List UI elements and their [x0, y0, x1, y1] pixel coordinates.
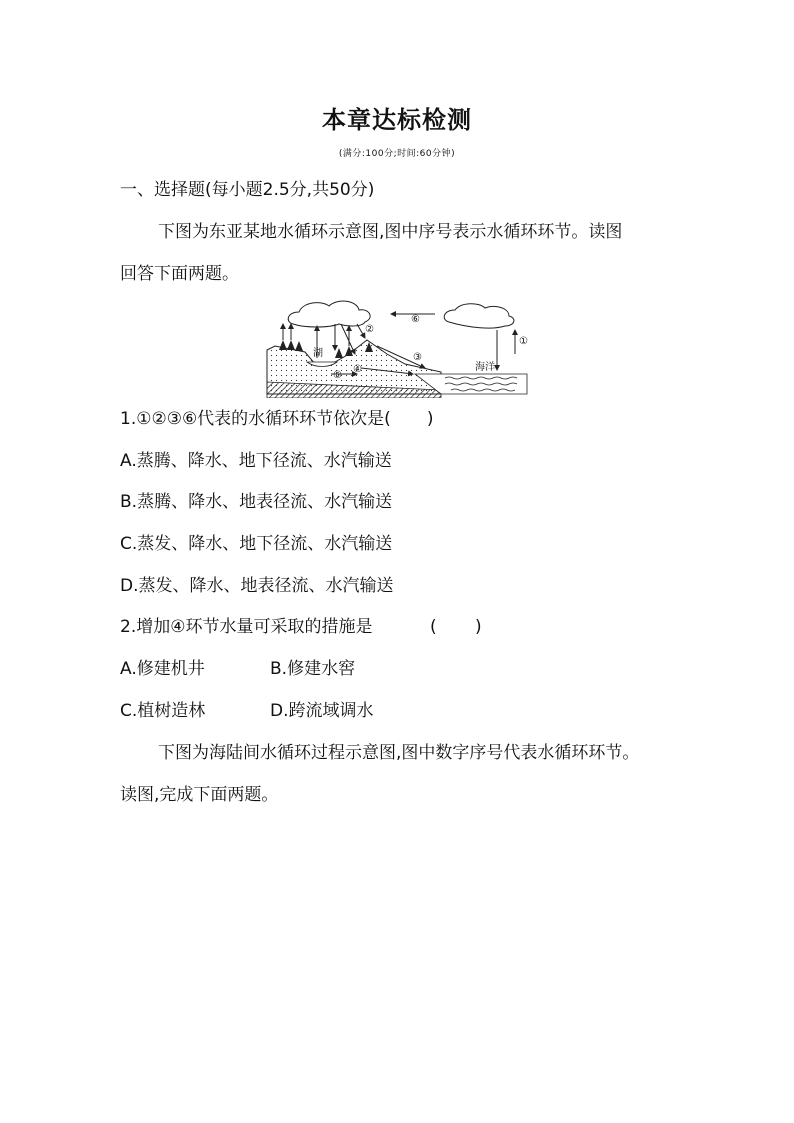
label-ocean: 海洋	[475, 362, 495, 373]
question-2-option-d: D.跨流域调水	[270, 701, 374, 721]
label-lake: 湖	[313, 348, 323, 359]
question-1-text: 1.①②③⑥代表的水循环环节依次是(	[120, 409, 391, 429]
question-1-option-b: B.蒸腾、降水、地表径流、水汽输送	[120, 492, 393, 512]
question-1-option-d: D.蒸发、降水、地表径流、水汽输送	[120, 576, 394, 596]
question-2-option-a: A.修建机井	[120, 659, 205, 679]
page-subtitle: (满分:100分;时间:60分钟)	[338, 149, 456, 159]
question-2-stem	[120, 617, 482, 637]
label-4: ④	[353, 364, 362, 375]
label-5: ⑤	[333, 370, 342, 381]
question-2-option-b: B.修建水窖	[270, 659, 356, 679]
question-2-open: (	[430, 617, 437, 637]
label-1: ①	[519, 336, 528, 347]
question-1-close: )	[426, 409, 434, 429]
intro-2-line-2: 读图,完成下面两题。	[120, 785, 279, 805]
question-2-option-c: C.植树造林	[120, 701, 206, 721]
intro-2-line-1: 下图为海陆间水循环过程示意图,图中数字序号代表水循环环节。	[158, 743, 640, 763]
land-cloud	[288, 301, 370, 327]
intro-1-line-1: 下图为东亚某地水循环示意图,图中序号表示水循环环节。读图	[158, 222, 623, 242]
question-2-close: )	[475, 617, 482, 637]
label-2: ②	[365, 324, 374, 335]
question-1-stem	[120, 409, 433, 429]
label-6: ⑥	[411, 314, 420, 325]
page-title: 本章达标检测	[322, 105, 472, 134]
intro-1-line-2: 回答下面两题。	[120, 264, 239, 284]
label-3: ③	[413, 352, 422, 363]
question-1-option-a: A.蒸腾、降水、地下径流、水汽输送	[120, 451, 392, 471]
section-heading: 一、选择题(每小题2.5分,共50分)	[120, 180, 375, 200]
question-2-text: 2.增加④环节水量可采取的措施是	[120, 617, 373, 637]
question-1-option-c: C.蒸发、降水、地下径流、水汽输送	[120, 534, 393, 554]
water-cycle-diagram	[265, 294, 535, 398]
ocean-cloud	[444, 304, 514, 328]
